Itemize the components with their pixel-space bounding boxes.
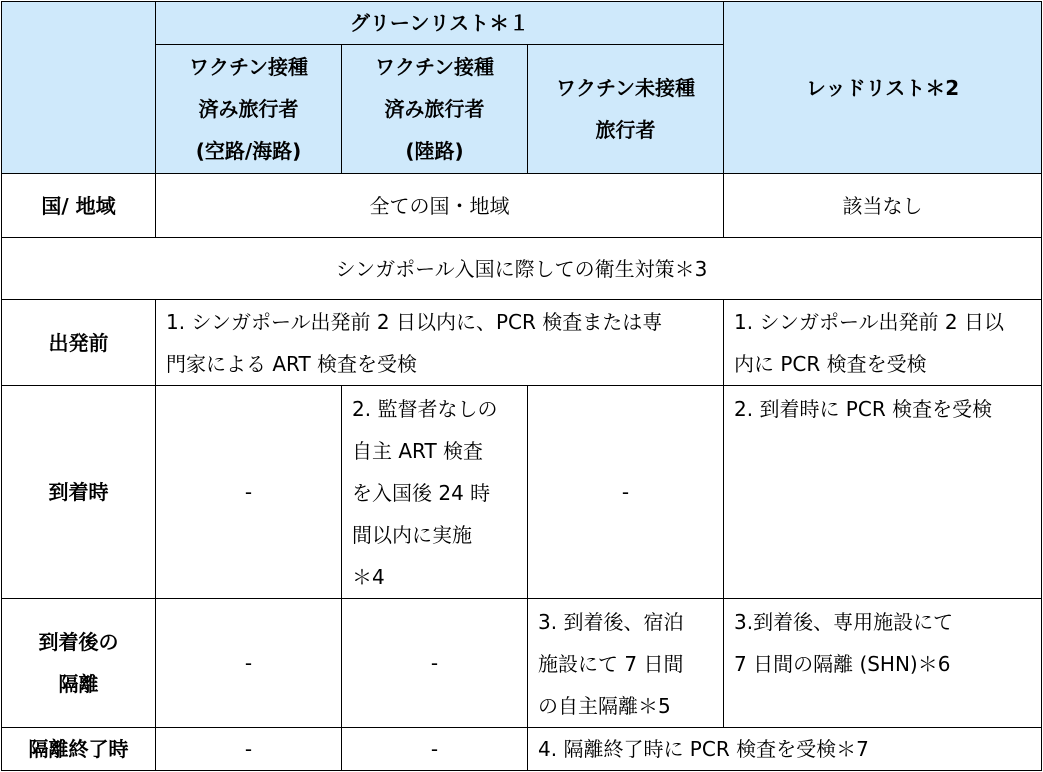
unvaccinated-header: ワクチン未接種 旅行者: [528, 45, 724, 174]
arrival-red-cell: 2. 到着時に PCR 検査を受検: [724, 386, 1042, 599]
quarantine-red-cell: 3.到着後、専用施設にて 7 日間の隔離 (SHN)＊6: [724, 599, 1042, 728]
quarantine-unvax-cell: 3. 到着後、宿泊 施設にて 7 日間 の自主隔離＊5: [528, 599, 724, 728]
arrival-label: 到着時: [2, 386, 156, 599]
quarantine-label: 到着後の 隔離: [2, 599, 156, 728]
quarantine-end-row: [2, 728, 1042, 771]
region-label: 国/ 地域: [2, 174, 156, 238]
vaccinated-air-sea-header: ワクチン接種 済み旅行者 (空路/海路): [156, 45, 342, 174]
departure-green-cell: 1. シンガポール出発前 2 日以内に、PCR 検査または専 門家による ART 検査を受検: [156, 300, 724, 386]
quarantine-row: [2, 599, 1042, 728]
quarantine-vax-land-cell: -: [342, 599, 528, 728]
green-list-header: グリーンリスト＊１: [156, 2, 724, 45]
header-corner-cell: [2, 2, 156, 174]
quarantine-end-label: 隔離終了時: [2, 728, 156, 771]
departure-label: 出発前: [2, 300, 156, 386]
region-green-cell: 全ての国・地域: [156, 174, 724, 238]
end-vax-air-sea-cell: -: [156, 728, 342, 771]
vaccinated-land-header: ワクチン接種 済み旅行者 (陸路): [342, 45, 528, 174]
region-red-cell: 該当なし: [724, 174, 1042, 238]
arrival-unvax-cell: -: [528, 386, 724, 599]
departure-row: [2, 300, 1042, 386]
red-list-header: レッドリスト＊2: [724, 2, 1042, 174]
arrival-vax-air-sea-cell: -: [156, 386, 342, 599]
arrival-vax-land-cell: 2. 監督者なしの 自主 ART 検査 を入国後 24 時 間以内に実施 ＊4: [342, 386, 528, 599]
travel-measures-table: [1, 1, 1042, 771]
header-row-1: [2, 2, 1042, 45]
end-merged-cell: 4. 隔離終了時に PCR 検査を受検＊7: [528, 728, 1042, 771]
section-title-row: [2, 238, 1042, 300]
section-title: シンガポール入国に際しての衛生対策＊3: [2, 238, 1042, 300]
quarantine-vax-air-sea-cell: -: [156, 599, 342, 728]
departure-red-cell: 1. シンガポール出発前 2 日以 内に PCR 検査を受検: [724, 300, 1042, 386]
arrival-row: [2, 386, 1042, 599]
end-vax-land-cell: -: [342, 728, 528, 771]
region-row: [2, 174, 1042, 238]
